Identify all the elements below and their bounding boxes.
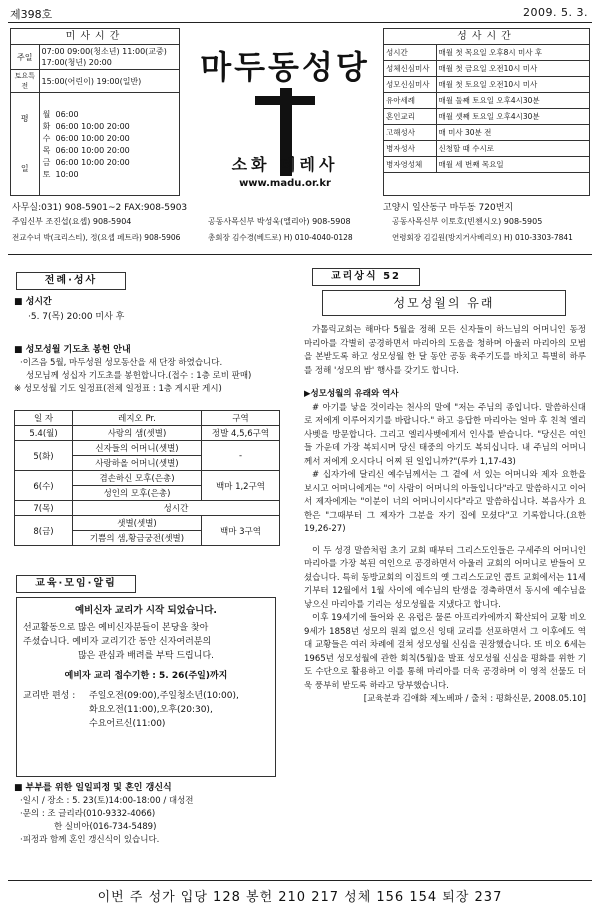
mass-schedule-title: 미사시간 — [11, 29, 179, 45]
sac-name: 유아세례 — [384, 93, 436, 109]
education-heading: 교육·모임·알림 — [16, 575, 136, 593]
sac-name: 성체신심미사 — [384, 61, 436, 77]
weekday-fri: 금 — [42, 157, 51, 167]
renewal-title: ■ 부부를 위한 일일피정 및 혼인 갱신식 — [14, 783, 172, 793]
sac-value: 매월 둘째 토요일 오후4시30분 — [436, 93, 589, 109]
funeral-president-contact: 연령회장 김길원(방지거사베리오) H) 010-3303-7841 — [392, 233, 573, 242]
class-line1: 주일오전(09:00),주일청소년(10:00), — [89, 691, 239, 701]
row-area: - — [202, 441, 280, 471]
renewal-note: ·피정과 함께 혼인 갱신식이 있습니다. — [20, 835, 160, 845]
renewal-contact2: 한 실비아(016-734-5489) — [54, 822, 157, 832]
sisters-contact: 전교수녀 박(크리스티), 정(요셉 페트라) 908-5906 — [12, 233, 181, 242]
sac-name: 성모신심미사 — [384, 77, 436, 93]
weekday-wed-times: 06:00 10:00 20:00 — [55, 133, 130, 143]
table-row — [15, 426, 280, 441]
row-date: 6(수) — [15, 471, 73, 501]
mass-sunday-line1: 07:00 09:00(청소년) 11:00(교중) — [41, 47, 167, 56]
may-offering-title: ■ 성모성월 기도초 봉헌 안내 — [14, 345, 131, 355]
table-row — [15, 441, 280, 456]
row-legio: 겸손하신 모후(은총) — [73, 471, 202, 486]
row-date: 7(목) — [15, 501, 73, 516]
row-date: 8(금) — [15, 516, 73, 546]
parish-url[interactable]: www.madu.or.kr — [239, 178, 331, 189]
renewal-time: ·일시 / 장소 : 5. 23(토)14:00-18:00 / 대성전 — [20, 796, 194, 806]
top-divider — [8, 22, 592, 23]
may-offering-text2: 성모님께 성십자 기도초를 봉헌합니다.(접수 : 1층 로비 판매) — [26, 371, 252, 381]
office-contact: 사무실:031) 908-5901~2 FAX:908-5903 — [12, 203, 188, 213]
class-label: 교리반 편성 : — [23, 691, 76, 701]
pastor-contact: 주임신부 조진섭(요셉) 908-5904 — [12, 217, 132, 226]
row-legio: 기쁨의 샘,황금궁전(셋별) — [73, 531, 202, 546]
weekday-label-bottom: 일 — [20, 164, 29, 173]
weekday-wed: 수 — [42, 133, 51, 143]
liturgy-heading: 전례·성사 — [16, 272, 126, 290]
doctrine-para4: 이 두 성경 말씀처럼 초기 교회 때부터 그리스도인들은 구세주의 어머니인 마리아를 가장 복된 여인으로 공경하면서 아울러 교회의 어머니로 받들어 모셨습니다. 특히 동방교회의 이집트의 옛 그리스도교인 콥트 교회에서는 11세기부터 12월에서 1월 사이에 예수님의 탄생을 경축하면서 동시에 예수님을 낳으신 마리아를 기리는 성모성월을 지냈다고 합니다. — [304, 545, 586, 610]
hymn-numbers: 이번 주 성가 입당 128 봉헌 210 217 성체 156 154 퇴장 237 — [97, 890, 503, 905]
weekday-sat: 토 — [42, 169, 51, 179]
mass-saturday-vigil-times: 15:00(어린이) 19:00(일반) — [39, 70, 179, 93]
row-date: 5.4(월) — [15, 426, 73, 441]
notice-body1: 선교활동으로 많은 예비신자분들이 본당을 찾아 — [23, 623, 209, 633]
sac-name: 병자영성체 — [384, 157, 436, 173]
mid-divider — [8, 254, 592, 255]
col-header-date: 일 자 — [15, 411, 73, 426]
doctrine-para2: # 아기를 낳을 것이라는 천사의 말에 "저는 주님의 종입니다. 말씀하신대로 저에게 이루어지기를 바랍니다." 하고 응답한 마리아는 얼마 후 친척 엘리사벳을 방문합니다. 그리고 엘리사벳에게서 인사를 받습니다. "당신은 여인들 가운데 가장 복되시며 당신 태중의 아기도 복되십니다. 내 주님의 어머니께서 저에게 오시다니 어찌 된 일입니까?"(루카 1,17-43) — [304, 402, 586, 467]
row-legio: 성인의 모후(은총) — [73, 486, 202, 501]
renewal-contact1: ·문의 : 조 글리라(010-9332-4066) — [20, 809, 156, 819]
row-area: 백마 3구역 — [202, 516, 280, 546]
sac-name: 병자성사 — [384, 141, 436, 157]
holy-hour-text: ·5. 7(목) 20:00 미사 후 — [28, 312, 125, 322]
weekday-mon-times: 06:00 — [55, 109, 79, 119]
sac-name: 고해성사 — [384, 125, 436, 141]
notice-title: 예비신자 교리가 시작 되었습니다. — [74, 605, 217, 616]
mass-sunday-line2: 17:00(청년) 20:00 — [41, 58, 112, 67]
mass-day-saturday-vigil: 토요특전 — [11, 70, 39, 93]
assoc-pastor1-contact: 공동사목신부 박성욱(엘리아) 908-5908 — [208, 217, 351, 226]
sac-value: 매월 셋째 토요일 오후4시30분 — [436, 109, 589, 125]
may-offering-text1: ·이즈음 5월, 마두성원 성모동산을 새 단장 하였습니다. — [20, 358, 223, 368]
parish-address: 고양시 일산동구 마두동 720번지 — [383, 203, 514, 213]
mass-schedule-box — [10, 28, 180, 196]
weekday-tue-times: 06:00 10:00 20:00 — [55, 121, 130, 131]
cross-icon-bar — [255, 96, 315, 105]
weekday-mon: 월 — [42, 109, 51, 119]
col-header-area: 구역 — [202, 411, 280, 426]
sac-value: 매월 세 번째 목요일 — [436, 157, 589, 173]
holy-hour-title: ■ 성시간 — [14, 297, 52, 307]
schedule-note: ※ 성모성월 기도 일정표(전체 일정표 : 1층 게시판 게시) — [14, 384, 222, 394]
table-row — [15, 501, 280, 516]
sac-value: 신청할 때 수시로 — [436, 141, 589, 157]
row-date: 5(화) — [15, 441, 73, 471]
doctrine-source: [교육분과 김애화 제노베파 / 출처 : 평화신문, 2008.05.10] — [363, 694, 586, 704]
doctrine-para5: 이후 19세기에 들어와 온 유럽은 물론 아프리카에까지 확산되어 교황 비오 9세가 1858년 성모의 원죄 없으신 잉태 교리를 선포하면서 그 이후에도 역대 교황들은 여러 차례에 걸쳐 성모성월 신심을 권장했습니다. 또 비오 6세는 1965년 성모성월에 관한 회칙(5월)을 발표 성모성월 신심을 평화를 위한 기도 수단으로 활용하고 이를 통해 마리아를 더욱 공경하며 이 영적 선물도 더욱 풍부히 받도록 하라고 당부했습니다. — [304, 613, 586, 691]
class-line3: 수요어르신(11:00) — [89, 719, 166, 729]
notice-body2: 주셨습니다. 예비자 교리기간 동안 신자여러분의 — [23, 637, 212, 647]
sac-name: 혼인교리 — [384, 109, 436, 125]
table-row — [15, 516, 280, 531]
doctrine-title: 성모성월의 유래 — [322, 290, 566, 316]
sacrament-schedule-title: 성사시간 — [384, 29, 589, 45]
row-area: 백마 1,2구역 — [202, 471, 280, 501]
mass-day-sunday: 주일 — [11, 45, 39, 70]
sac-value: 매 미사 30분 전 — [436, 125, 589, 141]
weekday-sat-times: 10:00 — [55, 169, 79, 179]
weekday-thu-times: 06:00 10:00 20:00 — [55, 145, 130, 155]
doctrine-subheading: ▶성모성월의 유래와 역사 — [304, 389, 399, 399]
bottom-divider — [8, 880, 592, 881]
assoc-pastor2-contact: 공동사목신부 이토호(빈첸시오) 908-5905 — [392, 217, 543, 226]
doctrine-para3: # 십자가에 달리신 예수님께서는 그 곁에 서 있는 어머니와 제자 요한을 보시고 어머니에게는 "이 사람이 어머니의 아들입니다"라고 말씀하시고 이어서 제자에게는 "이분이 너의 어머니이시다"라고 말씀하십니다. 복음사가 요한은 "그때부터 그 제자가 그분을 자기 집에 모셨다"고 기록합니다.(요한19,26-27) — [304, 470, 586, 534]
parish-name: 마두동성당 — [200, 48, 370, 86]
weekday-tue: 화 — [42, 121, 51, 131]
class-line2: 화요오전(11:00),오후(20:30), — [89, 705, 213, 715]
mass-weekday-label — [11, 93, 39, 196]
sac-value: 매월 첫 목요일 오후8시 미사 후 — [436, 45, 589, 61]
sac-value: 매월 첫 금요일 오전10시 미사 — [436, 61, 589, 77]
weekday-thu: 목 — [42, 145, 51, 155]
issue-date: 2009. 5. 3. — [523, 6, 588, 19]
council-president-contact: 총회장 김수경(베드로) H) 010-4040-0128 — [208, 233, 353, 242]
doctrine-heading: 교리상식 52 — [312, 268, 420, 286]
issue-number: 제398호 — [10, 8, 53, 21]
doctrine-para1: 가톨릭교회는 해마다 5월을 정해 모든 신자들이 하느님의 어머니인 동정 마리아를 각별히 공경하면서 마리아의 도움을 청하며 아울러 마리아의 모범을 본받도록 하고 성모성월 한 달 동안 공동 육주기도를 바치고 특별히 하루를 정해 '성모의 밤' 행사를 갖기도 합니다. — [304, 325, 586, 376]
sac-value: 매월 첫 토요일 오전10시 미사 — [436, 77, 589, 93]
row-legio: 샛별(셋별) — [73, 516, 202, 531]
sacrament-schedule-box — [383, 28, 590, 196]
sac-name: 성시간 — [384, 45, 436, 61]
row-legio: 사랑하올 어머니(셋별) — [73, 456, 202, 471]
registration-deadline: 예비자 교리 접수기한 : 5. 26(주일)까지 — [64, 671, 228, 681]
row-area: 정발 4,5,6구역 — [202, 426, 280, 441]
parish-patron: 소화 데레사 — [231, 155, 339, 174]
table-row — [15, 471, 280, 486]
row-legio: 사랑의 샘(셋별) — [73, 426, 202, 441]
col-header-legio: 레지오 Pr. — [73, 411, 202, 426]
prayer-schedule-table — [14, 410, 280, 546]
row-legio: 신자들의 어머니(셋별) — [73, 441, 202, 456]
row-legio: 성시간 — [73, 501, 280, 516]
weekday-fri-times: 06:00 10:00 20:00 — [55, 157, 130, 167]
notice-body3: 많은 관심과 배려를 부탁 드립니다. — [77, 651, 215, 661]
catechumen-notice-box — [16, 597, 276, 777]
weekday-label-top: 평 — [20, 114, 29, 123]
